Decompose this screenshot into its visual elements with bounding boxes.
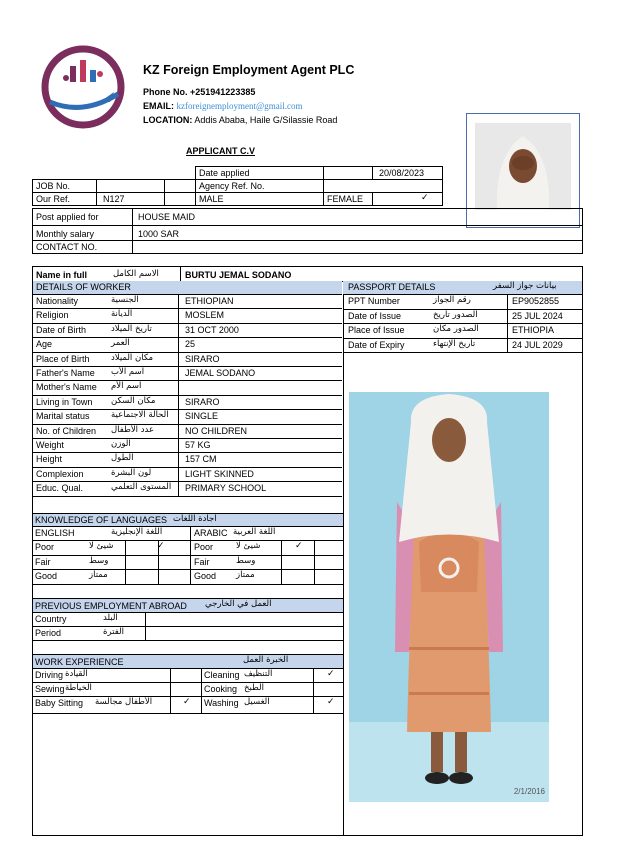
languages-header [33, 513, 343, 527]
detail-value: SINGLE [185, 411, 219, 422]
experience-row [33, 697, 343, 714]
experience-label-ar: الخياطة [65, 683, 92, 693]
previous-label-ar: الفترة [103, 627, 124, 637]
passport-row [343, 324, 582, 339]
details-row [33, 410, 342, 424]
previous-row [33, 627, 343, 641]
languages-subheader [33, 527, 343, 541]
detail-label-ar: الديانة [111, 309, 133, 320]
detail-label-ar: تاريخ الميلاد [111, 323, 152, 334]
detail-value: 57 KG [185, 440, 211, 450]
arabic-label: ARABIC [194, 528, 228, 538]
details-row [33, 367, 342, 381]
detail-label: Marital status [36, 411, 90, 422]
phone-label: Phone No. [143, 87, 188, 97]
detail-label: Weight [36, 440, 64, 450]
passport-label-ar: الصدور تاريخ [433, 309, 478, 320]
passport-label: PPT Number [348, 296, 400, 306]
detail-value: 157 CM [185, 454, 217, 465]
passport-header [343, 281, 582, 295]
language-row [33, 541, 343, 556]
en-level-label: Poor [35, 542, 55, 552]
name-label: Name in full [36, 270, 88, 280]
job-row [32, 179, 443, 193]
contact-label: CONTACT NO. [36, 242, 98, 252]
experience-label: Cooking [204, 684, 238, 694]
detail-label: Educ. Qual. [36, 483, 84, 494]
experience-label-ar: التنظيف [244, 669, 273, 679]
experience-row [33, 683, 343, 697]
detail-value: LIGHT SKINNED [185, 468, 254, 479]
female-label: FEMALE [327, 194, 364, 204]
en-level-ar: وسط [89, 555, 109, 566]
date-applied-box [195, 166, 443, 180]
ar-level-ar: ممتاز [236, 570, 255, 580]
details-row [33, 453, 342, 467]
location-value: Addis Ababa, Haile G/Silassie Road [194, 115, 338, 125]
passport-label-ar: تاريخ الإنتهاء [433, 338, 476, 349]
agency-ref-label: Agency Ref. No. [199, 181, 265, 191]
our-ref-value: N127 [103, 194, 125, 204]
experience-label: Baby Sitting [35, 698, 84, 708]
details-header [33, 281, 342, 295]
phone-line [143, 87, 255, 97]
passport-label: Date of Expiry [348, 339, 405, 350]
previous-header [33, 598, 343, 613]
detail-label-ar: لون البشرة [111, 467, 152, 478]
details-row [33, 482, 342, 496]
previous-label-ar: البلد [103, 613, 118, 623]
experience-label-ar: الغسيل [244, 697, 270, 707]
detail-label: Height [36, 454, 63, 465]
ar-level-label: Fair [194, 556, 210, 567]
details-row [33, 353, 342, 367]
detail-value: ETHIOPIAN [185, 296, 234, 306]
portrait-full [349, 392, 549, 802]
previous-title: PREVIOUS EMPLOYMENT ABROAD [35, 601, 187, 611]
experience-label-ar: الطبخ [244, 683, 264, 693]
details-row [33, 425, 342, 439]
detail-label-ar: الجنسية [111, 295, 139, 305]
passport-value: ETHIOPIA [512, 325, 555, 335]
english-label-ar: اللغة الإنجليزية [111, 527, 163, 537]
experience-label: Sewing [35, 684, 65, 694]
detail-label-ar: المستوى التعلمي [111, 482, 172, 493]
arabic-label-ar: اللغة العربية [233, 527, 276, 537]
experience-title-ar: الخبرة العمل [243, 655, 289, 665]
en-level-check: ✓ [157, 541, 165, 551]
language-row [33, 556, 343, 571]
previous-row [33, 613, 343, 627]
email-label: EMAIL: [143, 101, 174, 111]
job-no-label: JOB No. [36, 181, 71, 191]
detail-value: JEMAL SODANO [185, 368, 256, 378]
experience-check: ✓ [183, 697, 191, 707]
detail-label: Age [36, 339, 53, 350]
passport-label-ar: رقم الجواز [433, 295, 471, 305]
name-value: BURTU JEMAL SODANO [185, 270, 292, 280]
experience-header [33, 654, 343, 669]
email-line [143, 101, 303, 111]
detail-label: Living in Town [36, 396, 93, 407]
experience-label: Driving [35, 670, 64, 680]
experience-label: Washing [204, 698, 239, 708]
detail-value: MOSLEM [185, 310, 225, 321]
photo-stamp: 2/1/2016 [513, 787, 545, 796]
applicant-photo-full [349, 392, 549, 802]
languages-title: KNOWLEDGE OF LANGUAGES [35, 515, 168, 525]
details-row [33, 381, 342, 395]
company-name: KZ Foreign Employment Agent PLC [143, 63, 355, 77]
post-value: HOUSE MAID [138, 212, 196, 222]
date-applied-value: 20/08/2023 [379, 168, 425, 178]
detail-label: Father's Name [36, 368, 95, 378]
detail-label: Place of Birth [36, 353, 90, 364]
detail-value: SIRARO [185, 353, 220, 364]
experience-row [33, 669, 343, 683]
passport-title-ar: بيانات جواز السفر [493, 281, 557, 291]
detail-label-ar: اسم الأم [111, 381, 142, 392]
details-row [33, 439, 342, 453]
post-block [32, 208, 583, 254]
en-level-ar: ممتاز [89, 570, 108, 580]
detail-label-ar: الحالة الاجتماعية [111, 410, 169, 421]
detail-label-ar: الوزن [111, 439, 131, 449]
passport-label: Place of Issue [348, 325, 405, 335]
salary-label: Monthly salary [36, 229, 95, 239]
experience-check: ✓ [327, 669, 335, 679]
passport-row [343, 295, 582, 310]
experience-label: Cleaning [204, 670, 240, 680]
female-check: ✓ [421, 193, 429, 203]
en-level-ar: شيئ لا [89, 541, 114, 551]
ar-level-ar: شيئ لا [236, 541, 261, 551]
detail-label-ar: عدد الأطفال [111, 424, 155, 435]
detail-label: Date of Birth [36, 324, 87, 335]
detail-label-ar: العمر [111, 338, 130, 349]
ar-level-label: Poor [194, 542, 214, 552]
date-applied-label: Date applied [199, 168, 250, 178]
details-row [33, 324, 342, 338]
detail-label: No. of Children [36, 425, 97, 436]
experience-label-ar: الأطفال مجالسة [95, 697, 153, 707]
detail-label: Religion [36, 310, 69, 321]
details-row [33, 309, 342, 323]
details-row [33, 295, 342, 309]
experience-label-ar: القيادة [65, 669, 88, 679]
previous-label: Period [35, 628, 62, 638]
email-link[interactable]: kzforeignemployment@gmail.com [176, 101, 303, 111]
passport-value: 24 JUL 2029 [512, 339, 563, 350]
form-title: APPLICANT C.V [186, 146, 256, 156]
previous-label: Country [35, 614, 67, 624]
detail-value: 25 [185, 339, 196, 350]
passport-title: PASSPORT DETAILS [348, 282, 436, 292]
detail-value: NO CHILDREN [185, 425, 248, 436]
details-row [33, 396, 342, 410]
location-line [143, 115, 337, 125]
details-row [33, 468, 342, 482]
details-title: DETAILS OF WORKER [36, 282, 131, 292]
phone-value: +251941223385 [190, 87, 256, 97]
passport-row [343, 310, 582, 325]
post-label: Post applied for [36, 212, 99, 222]
location-label: LOCATION: [143, 115, 193, 125]
detail-label-ar: مكان الميلاد [111, 352, 154, 363]
ar-level-check: ✓ [295, 541, 303, 551]
en-level-label: Good [35, 571, 58, 581]
detail-value: SIRARO [185, 396, 220, 407]
passport-label-ar: الصدور مكان [433, 324, 479, 334]
detail-value: 31 OCT 2000 [185, 324, 239, 335]
previous-title-ar: العمل في الخارجي [205, 599, 272, 609]
languages-title-ar: اجادة اللغات [173, 514, 217, 524]
ar-level-label: Good [194, 571, 217, 581]
details-row [33, 338, 342, 352]
detail-label: Mother's Name [36, 382, 97, 393]
name-label-ar: الاسم الكامل [113, 269, 159, 279]
ref-row [32, 192, 443, 206]
en-level-label: Fair [35, 556, 51, 567]
detail-label-ar: مكان السكن [111, 395, 156, 406]
detail-label-ar: الطول [111, 453, 134, 464]
detail-label: Nationality [36, 296, 79, 306]
passport-row [343, 339, 582, 354]
passport-label: Date of Issue [348, 310, 402, 321]
english-label: ENGLISH [35, 528, 75, 538]
detail-value: PRIMARY SCHOOL [185, 483, 267, 494]
language-row [33, 570, 343, 585]
detail-label-ar: اسم الأب [111, 367, 145, 377]
passport-value: 25 JUL 2024 [512, 310, 563, 321]
company-logo [40, 44, 126, 130]
experience-check: ✓ [327, 697, 335, 707]
our-ref-label: Our Ref. [36, 194, 71, 204]
male-label: MALE [199, 194, 224, 204]
detail-label: Complexion [36, 468, 84, 479]
ar-level-ar: وسط [236, 555, 256, 566]
passport-value: EP9052855 [512, 296, 560, 306]
experience-title: WORK EXPERIENCE [35, 657, 124, 667]
salary-value: 1000 SAR [138, 229, 180, 239]
